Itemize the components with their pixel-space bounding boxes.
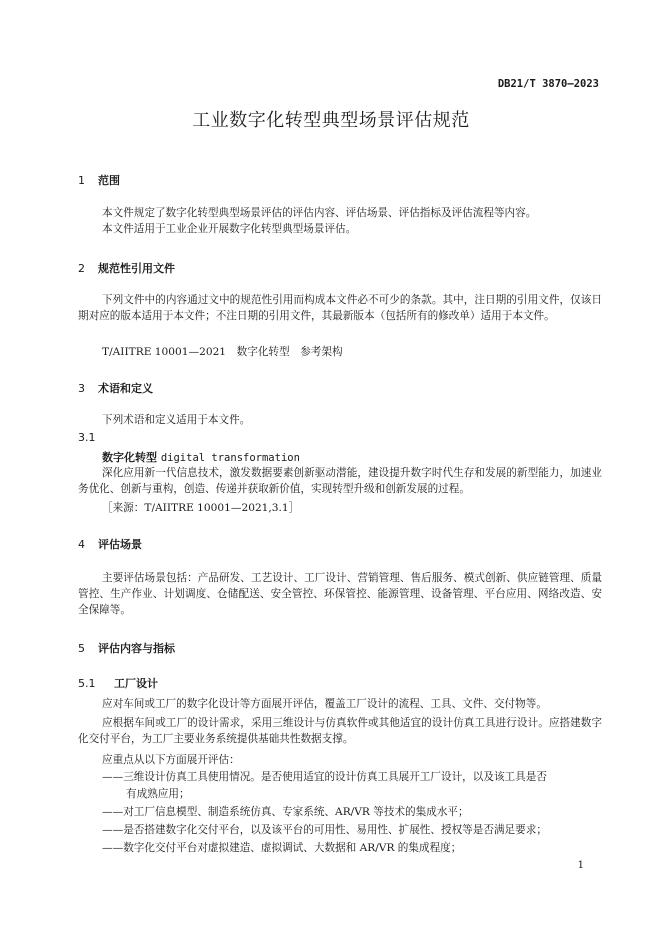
section-2-heading: [78, 260, 175, 276]
definition: 深化应用新一代信息技术，激发数据要素创新驱动潜能，建设提升数字时代生存和发展的新型能力，加速业务优化、创新与重构，创造、传递并获取新价值，实现转型升级和创新发展的过程。: [78, 467, 602, 495]
section-title: 术语和定义: [98, 382, 153, 395]
list-item: ——是否搭建数字化交付平台，以及该平台的可用性、易用性、扩展性、授权等是否满足要求；: [102, 824, 547, 836]
section-number: 1: [78, 174, 85, 187]
paragraph: 本文件规定了数字化转型典型场景评估的评估内容、评估场景、评估指标及评估流程等内容。: [102, 207, 537, 219]
standard-code: DB21/T 3870—2023: [497, 78, 599, 90]
term-source: ［来源：T/AIITRE 10001—2021,3.1］: [102, 502, 300, 514]
document-title: 工业数字化转型典型场景评估规范: [192, 110, 470, 131]
list-item: ——对工厂信息模型、制造系统仿真、专家系统、AR/VR 等技术的集成水平；: [102, 806, 469, 818]
section-1-heading: [78, 172, 120, 188]
subsection-5-1-heading: [78, 675, 158, 691]
section-5-heading: [78, 640, 175, 656]
paragraph: 本文件适用于工业企业开展数字化转型典型场景评估。: [102, 223, 357, 235]
paragraph: 应根据车间或工厂的设计需求，采用三维设计与仿真软件或其他适宜的设计仿真工具进行设计。应搭建数字化交付平台，为工厂主要业务系统提供基础共性数据支撑。: [78, 717, 602, 745]
list-item-continuation: 有成熟应用；: [126, 788, 190, 800]
section-title: 规范性引用文件: [98, 262, 175, 275]
section-number: 5: [78, 642, 85, 655]
paragraph: 下列术语和定义适用于本文件。: [102, 414, 251, 426]
term-english: digital transformation: [160, 452, 300, 464]
section-title: 范围: [98, 174, 120, 187]
paragraph: 主要评估场景包括：产品研发、工艺设计、工厂设计、营销管理、售后服务、模式创新、供应链管理、质量管控、生产作业、计划调度、仓储配送、安全管控、环保管控、能源管理、设备管理、平台应用、网络改造、安全保障等。: [78, 572, 602, 616]
paragraph: 下列文件中的内容通过文中的规范性引用而构成本文件必不可少的条款。其中，注日期的引用文件，仅该日期对应的版本适用于本文件；不注日期的引用文件，其最新版本（包括所有的修改单）适用于本文件。: [78, 294, 602, 322]
section-4-heading: [78, 536, 142, 552]
section-number: 4: [78, 538, 85, 551]
section-title: 评估内容与指标: [98, 642, 175, 655]
normative-reference: T/AIITRE 10001—2021 数字化转型 参考架构: [102, 346, 343, 358]
section-title: 评估场景: [98, 538, 142, 551]
section-3-heading: [78, 380, 153, 396]
clause-number: 3.1: [78, 431, 96, 444]
term: [102, 449, 300, 465]
subsection-title: 工厂设计: [114, 677, 158, 690]
list-item: ——数字化交付平台对虚拟建造、虚拟调试、大数据和 AR/VR 的集成程度；: [102, 842, 462, 854]
section-number: 3: [78, 382, 85, 395]
paragraph: 应重点从以下方面展开评估：: [102, 754, 240, 766]
section-number: 2: [78, 262, 85, 275]
paragraph: 应对车间或工厂的数字化设计等方面展开评估，覆盖工厂设计的流程、工具、文件、交付物等。: [102, 698, 547, 710]
list-item: ——三维设计仿真工具使用情况。是否使用适宜的设计仿真工具展开工厂设计，以及该工具是否: [102, 771, 547, 783]
page-number: 1: [577, 860, 584, 871]
subsection-number: 5.1: [78, 677, 96, 690]
term-chinese: 数字化转型: [102, 451, 157, 464]
